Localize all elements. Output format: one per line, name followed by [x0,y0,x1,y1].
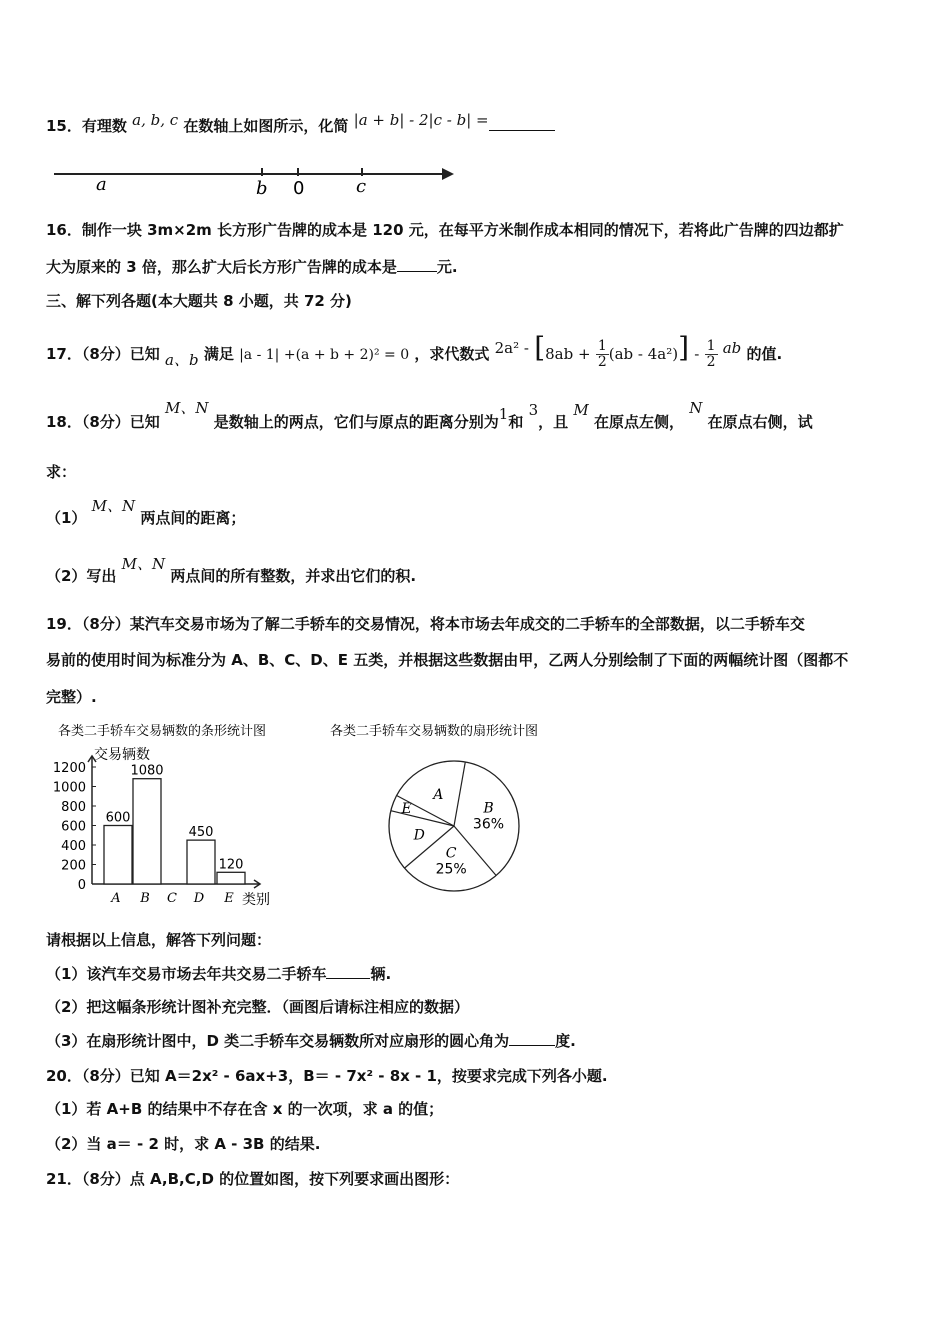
q19-line-2: 易前的使用时间为标准分为 A、B、C、D、E 五类，并根据这些数据由甲，乙两人分别绘制了下面的两幅统计图（图都不 [46,651,849,669]
y-tick-label: 0 [77,878,86,893]
q17-condition: |a - 1| +(a + b + 2)² = 0 [239,347,410,363]
q17-f1-denominator: 2 [597,354,607,370]
q20-line-1: 20．（8分）已知 A＝2x² - 6ax+3，B＝ - 7x² - 8x - 1，按要求完成下列各小题. [46,1067,608,1085]
label-c: c [356,176,367,197]
pie-chart [320,718,570,898]
q19-after: 请根据以上信息，解答下列问题： [46,931,272,949]
q17-fraction-1 [596,339,609,370]
section-3-heading: 三、解下列各题(本大题共 8 小题，共 72 分) [46,292,352,310]
q19-s3-text: （3）在扇形统计图中，D 类二手轿车交易辆数所对应扇形的圆心角为 [46,1032,510,1050]
q16-line-1: 16．制作一块 3m×2m 长方形广告牌的成本是 120 元，在每平方米制作成本相同的情况下，若将此广告牌的四边都扩 [46,221,844,239]
q18-m: M [573,401,589,419]
q15-answer-blank[interactable] [489,130,555,131]
q18-line-2: 求： [46,463,77,481]
q17-bracket-right: ] [678,331,690,364]
q15-text-2: 在数轴上如图所示，化简 [183,117,349,135]
bar [133,779,161,884]
q19-sub-2: （2）把这幅条形统计图补充完整．（画图后请标注相应的数据） [46,998,469,1016]
y-tick-label: 400 [61,839,86,854]
q19-s3-blank[interactable] [509,1045,555,1046]
q17-text-2: ，求代数式 [414,345,490,363]
q18-text-2: ，且 [538,413,569,431]
pie-chart-title: 各类二手轿车交易辆数的扇形统计图 [330,724,539,739]
q17-f2-numerator: 1 [706,338,716,354]
q19-s1-blank[interactable] [326,978,370,979]
q18-line-1 [46,399,813,432]
q17-expr-2: 8ab + [545,345,591,363]
q20-sub-1: （1）若 A+B 的结果中不存在含 x 的一次项，求 a 的值； [46,1100,444,1118]
q19-s3-unit: 度. [555,1032,576,1050]
q15-expression: |a + b| - 2|c - b| = [353,111,489,129]
q17-minus: - [694,345,700,363]
q16-answer-blank[interactable] [397,271,437,272]
q15-line [46,111,555,136]
x-tick-label: C [167,891,177,906]
q17-text-1: 满足 [203,345,234,363]
bar [187,840,215,884]
bar-value-label: 450 [188,825,214,841]
q18-and: 和 [508,413,524,431]
q17-line [46,331,783,370]
x-tick-label: A [111,891,121,906]
slice-percent: 36% [472,816,505,833]
q17-expr-5: ab [722,339,742,357]
q16-line-2 [46,257,458,277]
q17-f1-numerator: 1 [597,338,607,354]
slice-label: B [483,800,494,817]
q18-number: 18．（8分）已知 [46,413,160,431]
bar-chart [46,718,296,913]
q19-sub-1 [46,964,391,984]
axis-arrow [442,168,454,180]
slice-percent: 25% [435,861,467,878]
bar-chart-xlabel: 类别 [242,892,270,908]
bar-chart-plot [53,756,260,906]
q17-number: 17．（8分）已知 [46,345,160,363]
q21-line-1: 21．（8分）点 A,B,C,D 的位置如图，按下列要求画出图形： [46,1170,460,1188]
bar-value-label: 120 [218,857,244,873]
x-tick-label: E [224,891,234,906]
bar-value-label: 600 [105,810,131,826]
q17-f2-denominator: 2 [706,354,716,370]
label-0: 0 [293,178,305,198]
y-tick-label: 800 [61,800,86,815]
bar [217,872,245,884]
q15-text-1: 有理数 [81,117,127,135]
q18-p2-label: （2）写出 [46,567,117,585]
q18-n: N [689,399,703,417]
pie-chart-plot [389,761,519,891]
q17-vars: a、b [165,351,199,369]
q15-number-line [50,162,460,198]
q20-sub-2: （2）当 a＝ - 2 时，求 A - 3B 的结果. [46,1135,321,1153]
q16-text-a: 大为原来的 3 倍，那么扩大后长方形广告牌的成本是 [46,258,397,276]
q18-p2-text: 两点间的所有整数，并求出它们的积. [170,567,417,585]
q17-expr-3: (ab - 4a²) [608,345,679,363]
q18-text-1: 是数轴上的两点，它们与原点的距离分别为 [213,413,499,431]
q18-part-1 [46,497,246,528]
q19-line-3: 完整）. [46,688,97,706]
bar [104,826,132,885]
slice-label: D [413,827,425,844]
q18-distance-1: 1 [498,405,509,423]
q18-text-4: 在原点右侧，试 [707,413,813,431]
bar-chart-title: 各类二手轿车交易辆数的条形统计图 [58,724,267,739]
y-tick-label: 1200 [52,761,86,776]
q17-expr-1: 2a² - [494,339,529,357]
q15-number: 15． [46,117,82,135]
q19-sub-3 [46,1031,576,1051]
q18-mn: M、N [165,399,209,417]
q18-p1-text: 两点间的距离； [140,509,246,527]
q19-s1-unit: 辆. [370,965,392,983]
q18-part-2 [46,555,417,586]
q18-text-3: 在原点左侧， [593,413,684,431]
bar-value-label: 1080 [130,763,164,779]
y-tick-label: 1000 [52,780,86,796]
label-a: a [96,174,107,195]
y-tick-label: 600 [61,819,86,835]
q18-p1-mn: M、N [91,497,136,515]
slice-label: E [401,800,412,817]
q17-fraction-2 [705,339,718,370]
q19-s1-text: （1）该汽车交易市场去年共交易二手轿车 [46,965,327,983]
x-tick-label: D [193,891,205,906]
slice-label: C [445,845,457,862]
q19-line-1: 19．（8分）某汽车交易市场为了解二手轿车的交易情况，将本市场去年成交的二手轿车的全部数据，以二手轿车交 [46,615,805,633]
bar-chart-ylabel: 交易辆数 [94,747,150,763]
label-b: b [256,178,268,198]
y-tick-label: 200 [61,858,86,874]
q18-p1-label: （1） [46,509,87,527]
q15-vars: a, b, c [132,111,179,129]
slice-label: A [433,786,444,803]
q18-distance-2: 3 [528,401,539,419]
x-tick-label: B [140,891,150,906]
q16-text-b: 元. [436,258,458,276]
q17-bracket-left: [ [534,331,546,364]
q17-text-3: 的值. [746,345,783,363]
q18-p2-mn: M、N [121,555,166,573]
